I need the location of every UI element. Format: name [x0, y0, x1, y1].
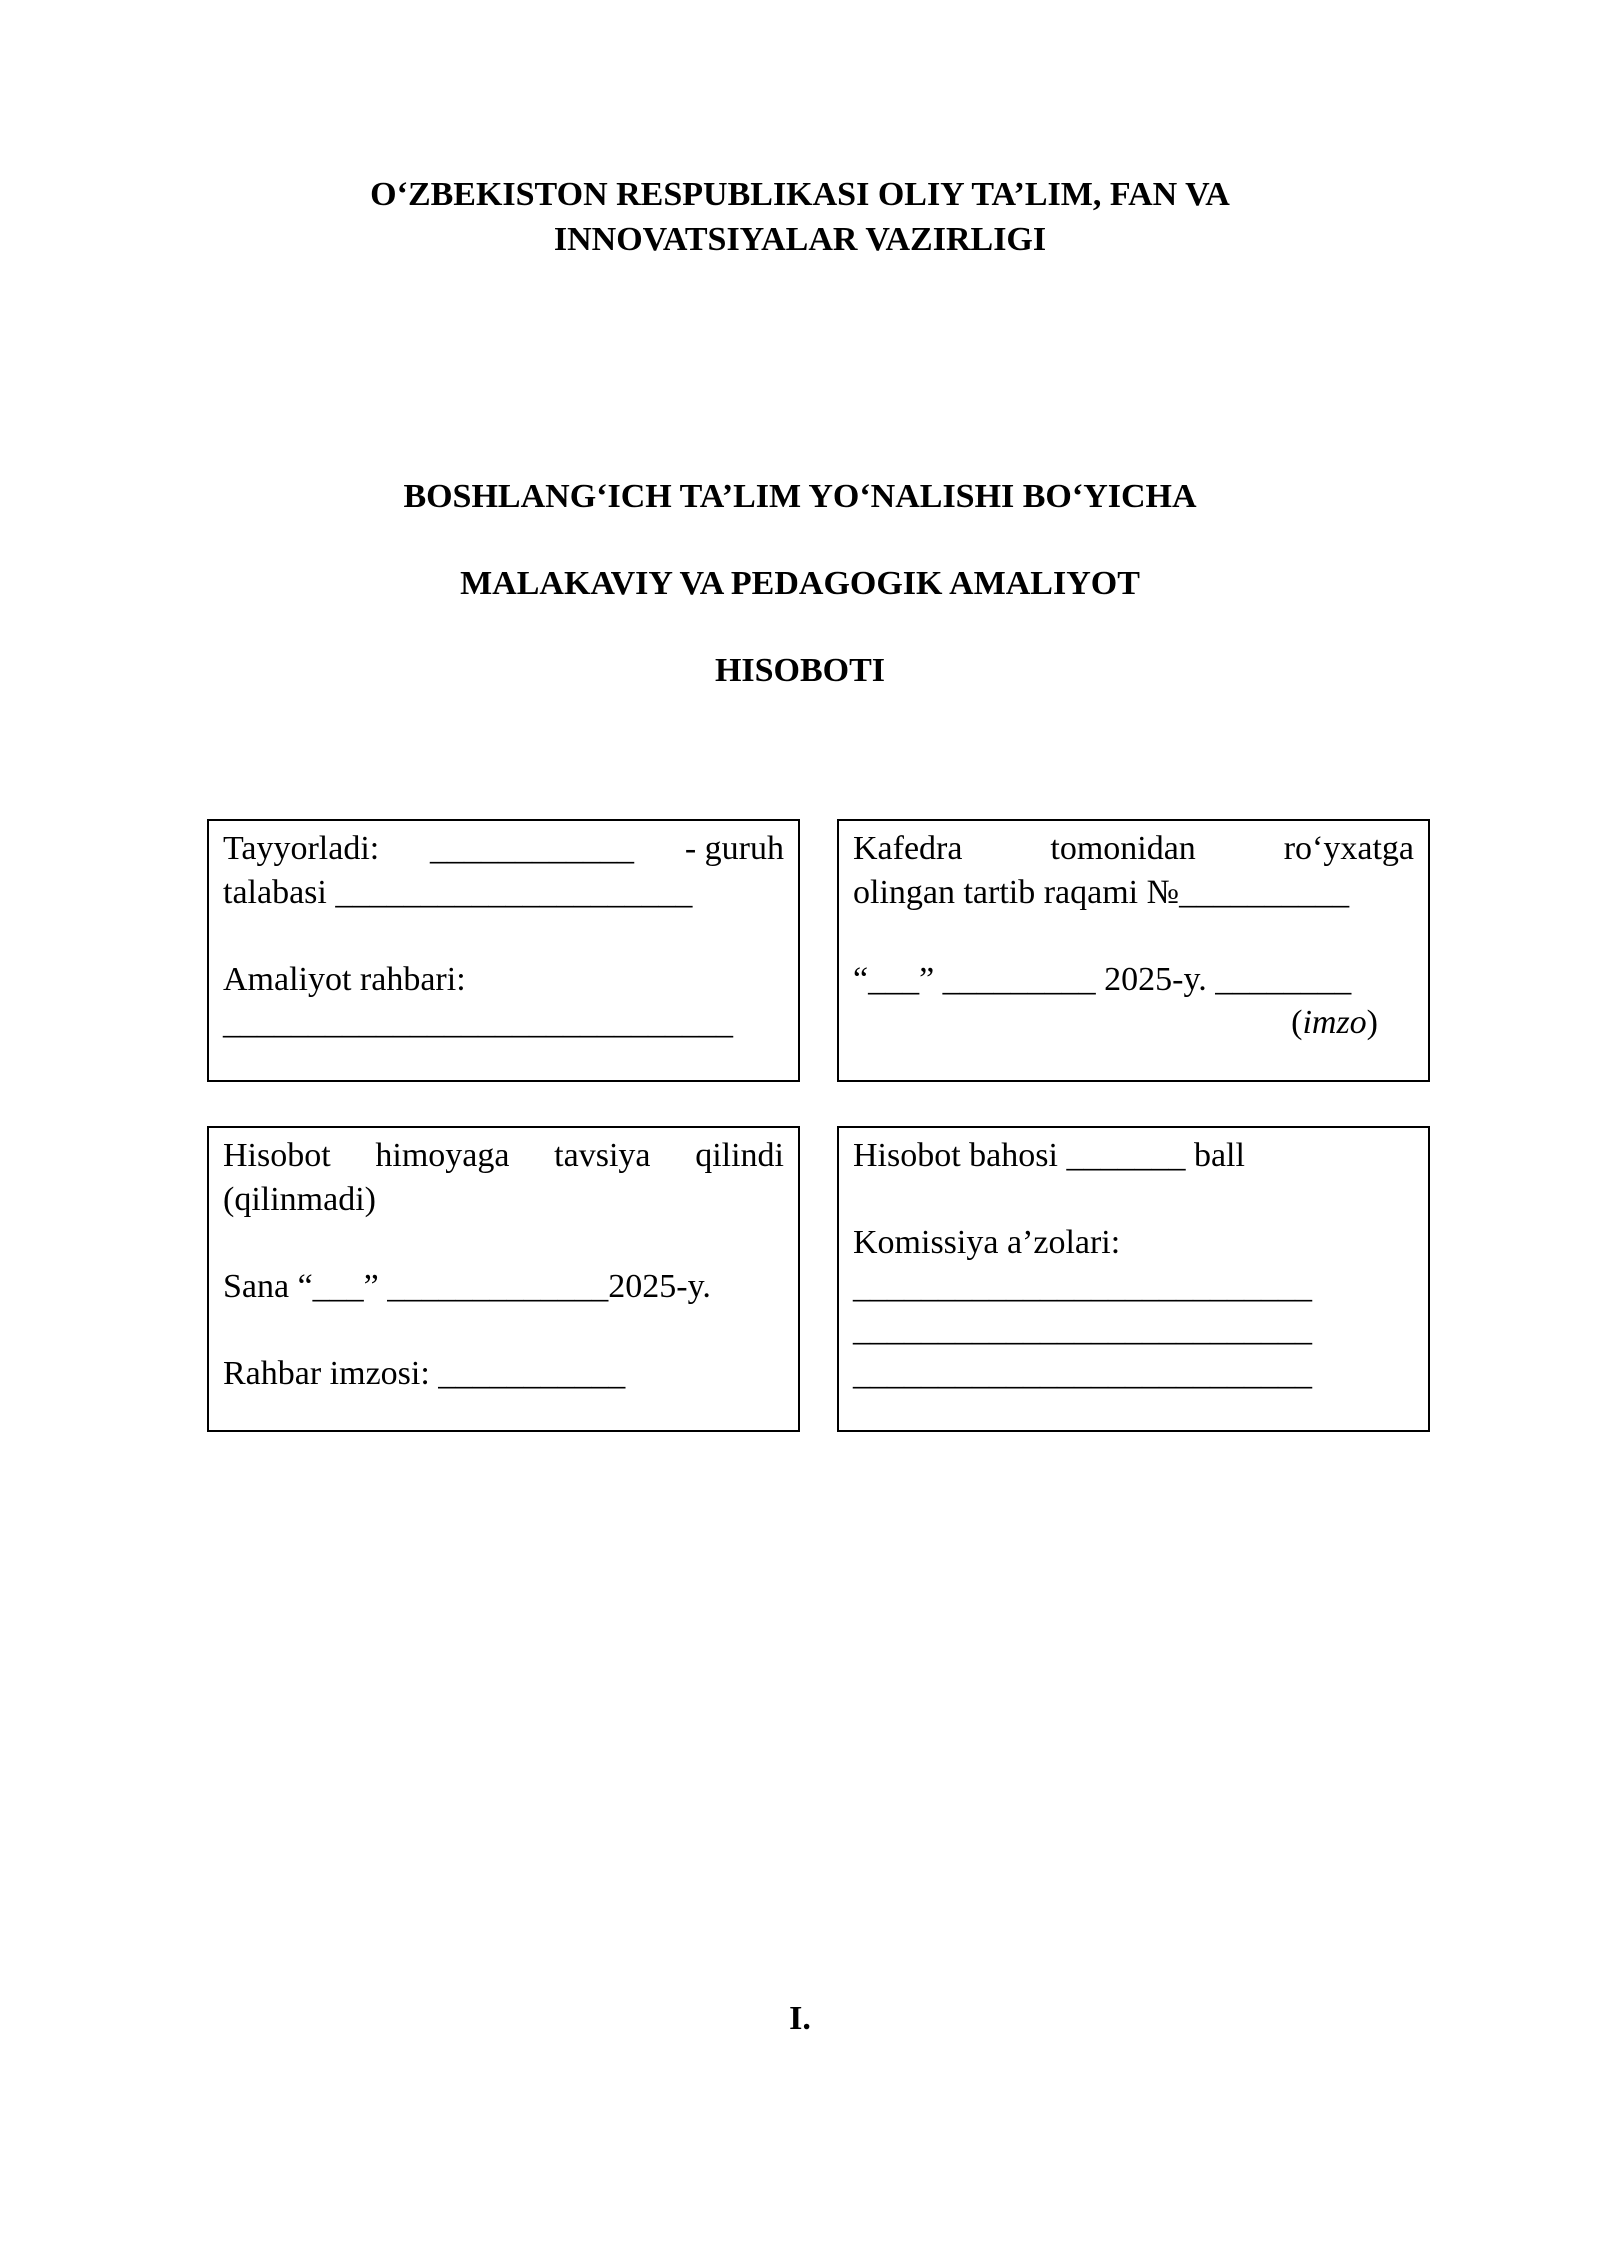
registry-number-line: olingan tartib raqami №__________ [853, 873, 1350, 911]
defense-line [223, 1134, 784, 1178]
registry-word-3: ro‘yxatga [1283, 830, 1414, 867]
supervisor-signature-line: Rahbar imzosi: ___________ [223, 1354, 626, 1392]
ministry-line-1: O‘ZBEKISTON RESPUBLIKASI OLIY TA’LIM, FAN VA [370, 176, 1230, 213]
registry-word-2: tomonidan [1050, 830, 1196, 867]
defense-word-3: tavsiya [554, 1137, 651, 1174]
signature-caption: (imzo) [1291, 1004, 1378, 1041]
prepared-by-box [207, 819, 800, 1082]
report-title-line-3: HISOBOTI [714, 652, 886, 689]
registry-date-line: “___” _________ 2025-y. ________ [853, 960, 1352, 998]
defense-word-2: himoyaga [375, 1137, 510, 1174]
supervisor-blank: ______________________________ [223, 1004, 733, 1041]
group-blank: ____________ [430, 830, 635, 867]
supervisor-label: Amaliyot rahbari: [223, 960, 466, 998]
defense-word-1: Hisobot [223, 1137, 331, 1174]
page-number: I. [789, 2000, 811, 2037]
registry-word-1: Kafedra [853, 830, 963, 867]
ministry-header [0, 172, 1600, 262]
ministry-line-2: INNOVATSIYALAR VAZIRLIGI [553, 221, 1047, 258]
registry-box [837, 819, 1430, 1082]
defense-box [207, 1126, 800, 1432]
group-label: - guruh [684, 830, 784, 867]
grade-box [837, 1126, 1430, 1432]
commission-label: Komissiya a’zolari: [853, 1224, 1121, 1261]
commission-member-3: ___________________________ [853, 1354, 1312, 1392]
prepared-by-label: Tayyorladi: [223, 830, 380, 867]
report-title-line-1: BOSHLANG‘ICH TA’LIM YO‘NALISHI BO‘YICHA [403, 478, 1197, 515]
grade-line: Hisobot bahosi _______ ball [853, 1137, 1245, 1174]
defense-word-4: qilindi [695, 1137, 784, 1174]
commission-member-2: ___________________________ [853, 1311, 1312, 1348]
defense-not-recommended: (qilinmadi) [223, 1180, 376, 1218]
signature-label: imzo [1302, 1004, 1367, 1041]
registry-line [853, 827, 1414, 871]
defense-date-line: Sana “___” _____________2025-y. [223, 1267, 711, 1305]
prepared-by-line [223, 827, 784, 871]
student-line: talabasi _____________________ [223, 873, 693, 911]
report-title-line-2: MALAKAVIY VA PEDAGOGIK AMALIYOT [460, 565, 1140, 602]
commission-member-1: ___________________________ [853, 1267, 1312, 1305]
